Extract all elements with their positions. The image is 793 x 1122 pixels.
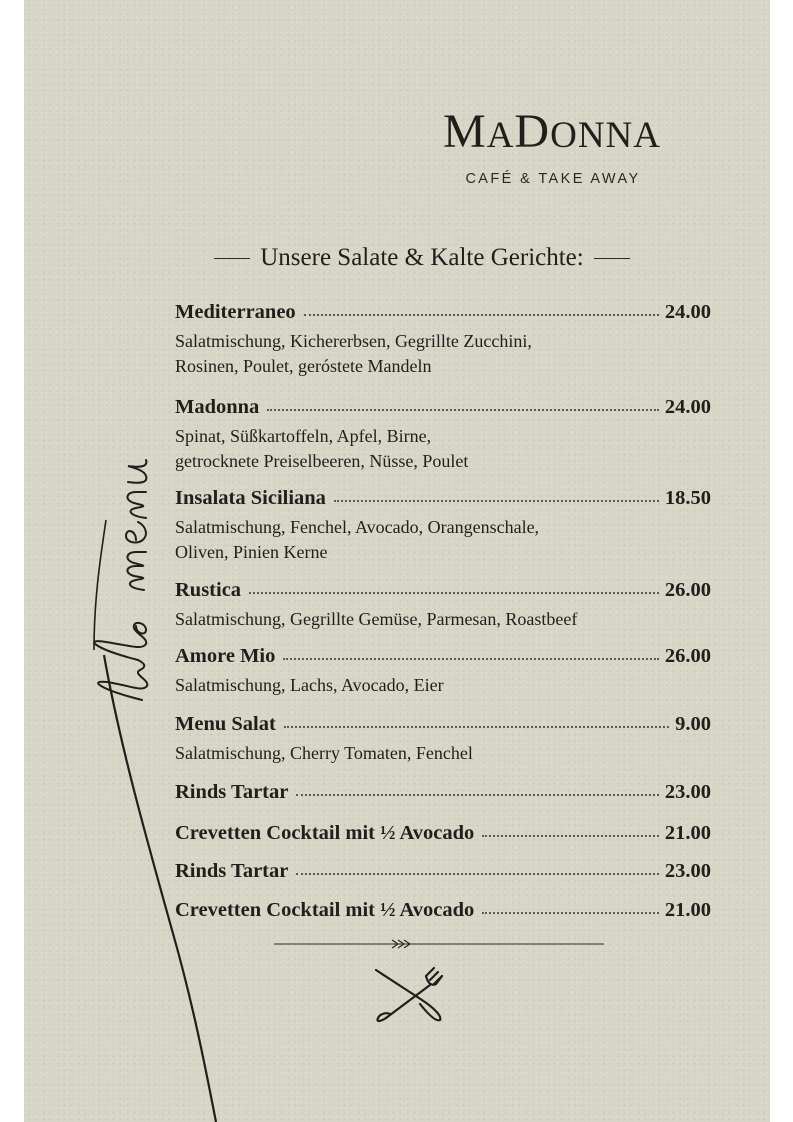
item-price: 21.00 — [664, 822, 711, 844]
menu-page — [24, 0, 770, 1122]
item-name: Rinds Tartar — [175, 781, 289, 803]
item-name: Crevetten Cocktail mit ½ Avocado — [175, 822, 475, 844]
item-price: 9.00 — [675, 713, 711, 735]
item-name: Rustica — [175, 579, 242, 601]
item-price: 26.00 — [664, 579, 711, 601]
item-price: 23.00 — [664, 781, 711, 803]
item-name: Crevetten Cocktail mit ½ Avocado — [175, 899, 475, 921]
item-name: Madonna — [175, 396, 260, 418]
brand-tagline: CAFÉ & TAKE AWAY — [465, 171, 641, 187]
item-name: Rinds Tartar — [175, 860, 289, 882]
item-price: 23.00 — [664, 860, 711, 882]
item-description: Salatmischung, Lachs, Avocado, Eier — [175, 675, 444, 695]
item-name: Amore Mio — [175, 645, 276, 667]
item-name: Menu Salat — [175, 713, 276, 735]
item-description: Salatmischung, Kichererbsen, Gegrillte Zucchini, Rosinen, Poulet, geróstete Mandeln — [175, 331, 532, 376]
item-description: Salatmischung, Gegrillte Gemüse, Parmesan, Roastbeef — [175, 609, 578, 629]
item-price: 26.00 — [664, 645, 711, 667]
item-name: Insalata Siciliana — [175, 487, 326, 509]
section-title-text: Unsere Salate & Kalte Gerichte: — [260, 244, 584, 271]
item-description: Salatmischung, Fenchel, Avocado, Orangenschale, Oliven, Pinien Kerne — [175, 517, 540, 562]
item-price: 24.00 — [664, 301, 711, 323]
item-price: 21.00 — [664, 899, 711, 921]
brand-logo: MADONNA — [443, 105, 661, 158]
item-description: Spinat, Süßkartoffeln, Apfel, Birne, getrocknete Preiselbeeren, Nüsse, Poulet — [175, 426, 469, 471]
item-name: Mediterraneo — [175, 301, 296, 323]
item-price: 18.50 — [664, 487, 711, 509]
item-description: Salatmischung, Cherry Tomaten, Fenchel — [175, 743, 473, 763]
fork-and-knife-icon — [24, 0, 770, 1122]
item-price: 24.00 — [664, 396, 711, 418]
